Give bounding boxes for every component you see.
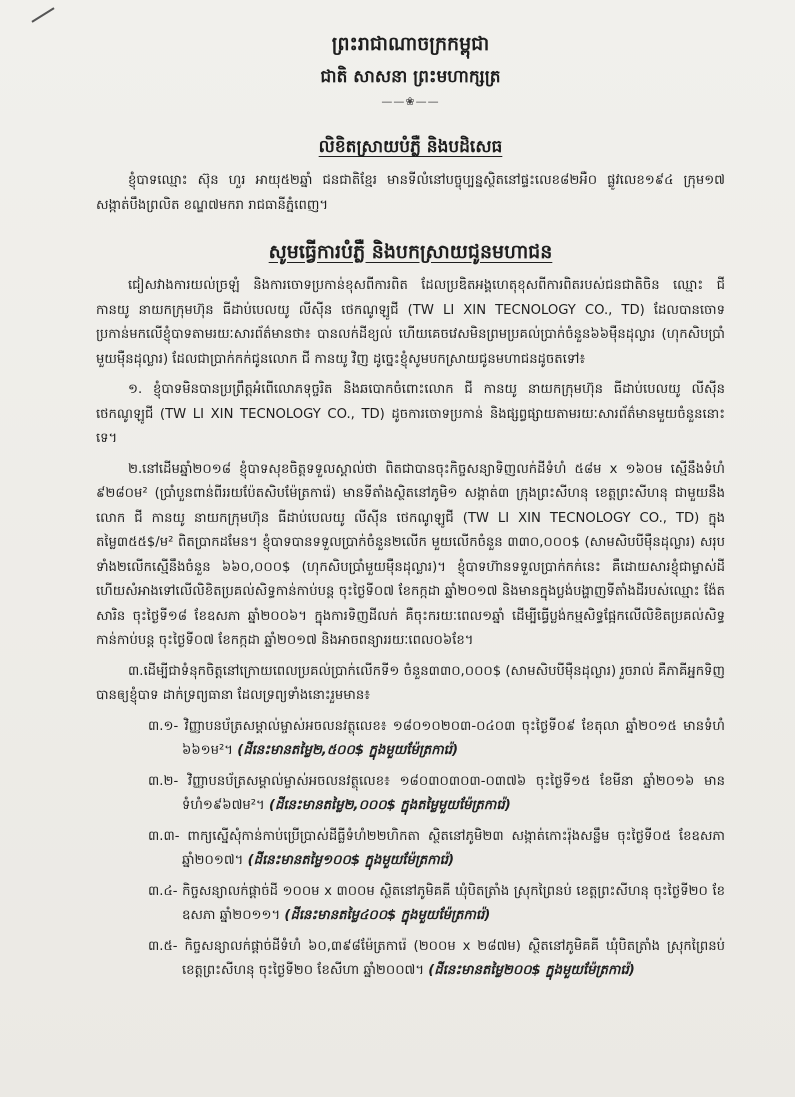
paragraph-point-3: ៣.ដើម្បីជាទំនុកចិត្តនៅក្រោយពេលប្រគល់ប្រាក់លើកទី១ ចំនួន៣៣០,០០០$ (សាមសិបបីម៉ឺនដុល្លារ) រួចរាល់ គឺភាគីអ្នកទិញបានឲ្យខ្ញុំបាទ ដាក់ទ្រព្យធានា ដែលទ្រព្យទាំងនោះរួមមាន៖ [96,663,725,703]
price-note: (ដីនេះមានតម្លៃ៤០០$ ក្នុងមួយម៉ែត្រការ៉េ) [284,908,491,923]
price-note: (ដីនេះមានតម្លៃ១០០$ ក្នុងមួយម៉ែត្រការ៉េ) [247,853,455,868]
list-item: ៣.៥- កិច្ចសន្យាលក់ផ្តាច់ដីទំហំ ៦០,៣៩៨ម៉ែត្រការ៉េ (២០០ម x ២៨៧ម) ស្ថិតនៅភូមិគគី ឃុំបិតត្រាំង ស្រុកព្រៃនប់ ខេត្តព្រះសីហនុ ចុះថ្ងៃទី២០ ខែសីហា ឆ្នាំ២០០៧។ (ដីនេះមានតម្លៃ២០០$ ក្នុងមួយម៉ែត្រការ៉េ) [148,938,725,978]
letter-title: លិខិតស្រាយបំភ្លឺ និងបដិសេធ [318,137,503,157]
price-note: (ដីនេះមានតម្លៃ២០០$ ក្នុងមួយម៉ែត្រការ៉េ) [428,963,635,978]
collateral-list [96,715,725,984]
pen-mark [31,7,54,22]
motto-heading: ជាតិ សាសនា ព្រះមហាក្សត្រ [320,67,501,87]
list-item: ៣.៣- ពាក្យស្នើសុំកាន់កាប់ប្រើប្រាស់ដីធ្លីទំហំ២២ហិកតា ស្ថិតនៅភូមិ២៣ សង្កាត់កោះរ៉ុងសន្លឹម ចុះថ្ងៃទី០៥ ខែឧសភា ឆ្នាំ២០១៧។ (ដីនេះមានតម្លៃ១០០$ ក្នុងមួយម៉ែត្រការ៉េ) [148,828,725,868]
list-item: ៣.៤- កិច្ចសន្យាលក់ផ្តាច់ដី ១០០ម x ៣០០ម ស្ថិតនៅភូមិគគី ឃុំបិតត្រាំង ស្រុកព្រៃនប់ ខេត្តព្រះសីហនុ ចុះថ្ងៃទី២០ ខែឧសភា ឆ្នាំ២០១១។ (ដីនេះមានតម្លៃ៤០០$ ក្នុងមួយម៉ែត្រការ៉េ) [148,883,725,923]
list-item: ៣.២- វិញ្ញាបនប័ត្រសម្គាល់ម្ចាស់អចលនវត្ថុលេខ៖ ១៨០៣០៣០៣-០៣៧៦ ចុះថ្ងៃទី១៥ ខែមីនា ឆ្នាំ២០១៦ មានទំហំ១៩៦៧ម²។ (ដីនេះមានតម្លៃ២,០០០$ ក្នុងតម្លៃមួយម៉ែត្រការ៉េ) [148,773,725,813]
intro-paragraph: ខ្ញុំបាទឈ្មោះ ស៊ុន ហួរ អាយុ៥២ឆ្នាំ ជនជាតិខ្មែរ មានទីលំនៅបច្ចុប្បន្នស្ថិតនៅផ្ទះលេខ៨២អឺ០ ផ្លូវលេខ១៩៤ ក្រុម១៧ សង្កាត់បឹងព្រលិត ខណ្ឌ៧មករា រាជធានីភ្នំពេញ។ [96,173,725,213]
list-item: ៣.១- វិញ្ញាបនប័ត្រសម្គាល់ម្ចាស់អចលនវត្ថុលេខ៖ ១៨០១០២០៣-០៤០៣ ចុះថ្ងៃទី០៩ ខែតុលា ឆ្នាំ២០១៥ មានទំហំ ៦៦១ម²។ (ដីនេះមានតម្លៃ២,៥០០$ ក្នុងមួយម៉ែត្រការ៉េ) [148,718,725,758]
paragraph-context: ជៀសវាងការយល់ច្រឡំ និងការចោទប្រកាន់ខុសពីការពិត ដែលប្រឌិតអង្គហេតុខុសពីការពិតរបស់ជនជាតិចិន ឈ្មោះ ជី កានយូ នាយកក្រុមហ៊ុន ធីដាប់បេលយូ លីស៊ីន ថេកណូឡូជី (TW LI XIN TECNOLOGY CO., TD) ដែលបានចោទប្រកាន់មកលើខ្ញុំបាទតាមរយៈសារព័ត៌មានថា៖ បានលក់ដីខ្យល់ ហើយគេចវេសមិនព្រមប្រគល់ប្រាក់ចំនួន៦៦ម៉ឺនដុល្លារ (ហុកសិបប្រាំមួយម៉ឺនដុល្លារ) ដែលជាប្រាក់កក់ជូនលោក ជី កានយូ វិញ ដូច្នេះខ្ញុំសូមបកស្រាយជូនមហាជនដូចតទៅ៖ [96,278,725,367]
paragraph-point-1: ១. ខ្ញុំបាទមិនបានប្រព្រឹត្តអំពើលោភទុច្ចរិត និងឆបោកចំពោះលោក ជី កានយូ នាយកក្រុមហ៊ុន ធីដាប់បេលយូ លីស៊ីន ថេកណូឡូជី (TW LI XIN TECNOLOGY CO., TD) ដូចការចោទប្រកាន់ និងផ្សព្វផ្សាយតាមរយៈសារព័ត៌មានមួយចំនួននោះទេ។ [96,382,725,446]
paragraph-point-2: ២.នៅដើមឆ្នាំ២០១៨ ខ្ញុំបាទសុខចិត្តទទួលស្គាល់ថា ពិតជាបានចុះកិច្ចសន្យាទិញលក់ដីទំហំ ៥៨ម x ១៦០ម ស្មើនឹងទំហំ ៩២៨០ម² (ប្រាំបួនពាន់ពីររយប៉ែតសិបម៉ែត្រការ៉េ) មានទីតាំងស្ថិតនៅភូមិ១ សង្កាត់៣ ក្រុងព្រះសីហនុ ខេត្តព្រះសីហនុ ជាមួយនឹងលោក ជី កានយូ នាយកក្រុមហ៊ុន ធីដាប់បេលយូ លីស៊ីន ថេកណូឡូជី (TW LI XIN TECNOLOGY CO., TD) ក្នុងតម្លៃ៣៥៥$/ម² ពិតប្រាកដមែន។ ខ្ញុំបាទបានទទួលប្រាក់ចំនួន២លើក មួយលើកចំនួន ៣៣០,០០០$ (សាមសិបបីម៉ឺនដុល្លារ) សរុបទាំង២លើកស្មើនឹងចំនួន ៦៦០,០០០$ (ហុកសិបប្រាំមួយម៉ឺនដុល្លារ)។ ខ្ញុំបាទហ៊ានទទួលប្រាក់កក់នេះ គឺដោយសារខ្ញុំជាម្ចាស់ដី ហើយសំអាងទៅលើលិខិតប្រគល់សិទ្ធកាន់កាប់បន្ត ចុះថ្ងៃទី០៧ ខែកក្កដា ឆ្នាំ២០១៧ និងមានក្នុងប្លង់បង្ហាញទីតាំងដីរបស់ឈ្មោះ ង៉ែត សារិន ចុះថ្ងៃទី១៨ ខែឧសភា ឆ្នាំ២០០៦។ ក្នុងការទិញដីលក់ គឺចុះករយៈពេល១ឆ្នាំ ដើម្បីធ្វើប្លង់កម្មសិទ្ធផ្អែកលើលិខិតប្រគល់សិទ្ធកាន់កាប់បន្ត ចុះថ្ងៃទី០៧ ខែកក្កដា ឆ្នាំ២០១៧ និងអាចពន្យាររយៈពេល០៦ខែ។ [96,461,725,648]
letter-subtitle: សូមធ្វើការបំភ្លឺ និងបកស្រាយជូនមហាជន [268,241,553,263]
ornament-divider: ——❀—— [381,95,440,108]
kingdom-heading: ព្រះរាជាណាចក្រកម្ពុជា [331,33,490,55]
price-note: (ដីនេះមានតម្លៃ២,០០០$ ក្នុងតម្លៃមួយម៉ែត្រការ៉េ) [268,798,511,813]
price-note: (ដីនេះមានតម្លៃ២,៥០០$ ក្នុងមួយម៉ែត្រការ៉េ) [237,743,459,758]
